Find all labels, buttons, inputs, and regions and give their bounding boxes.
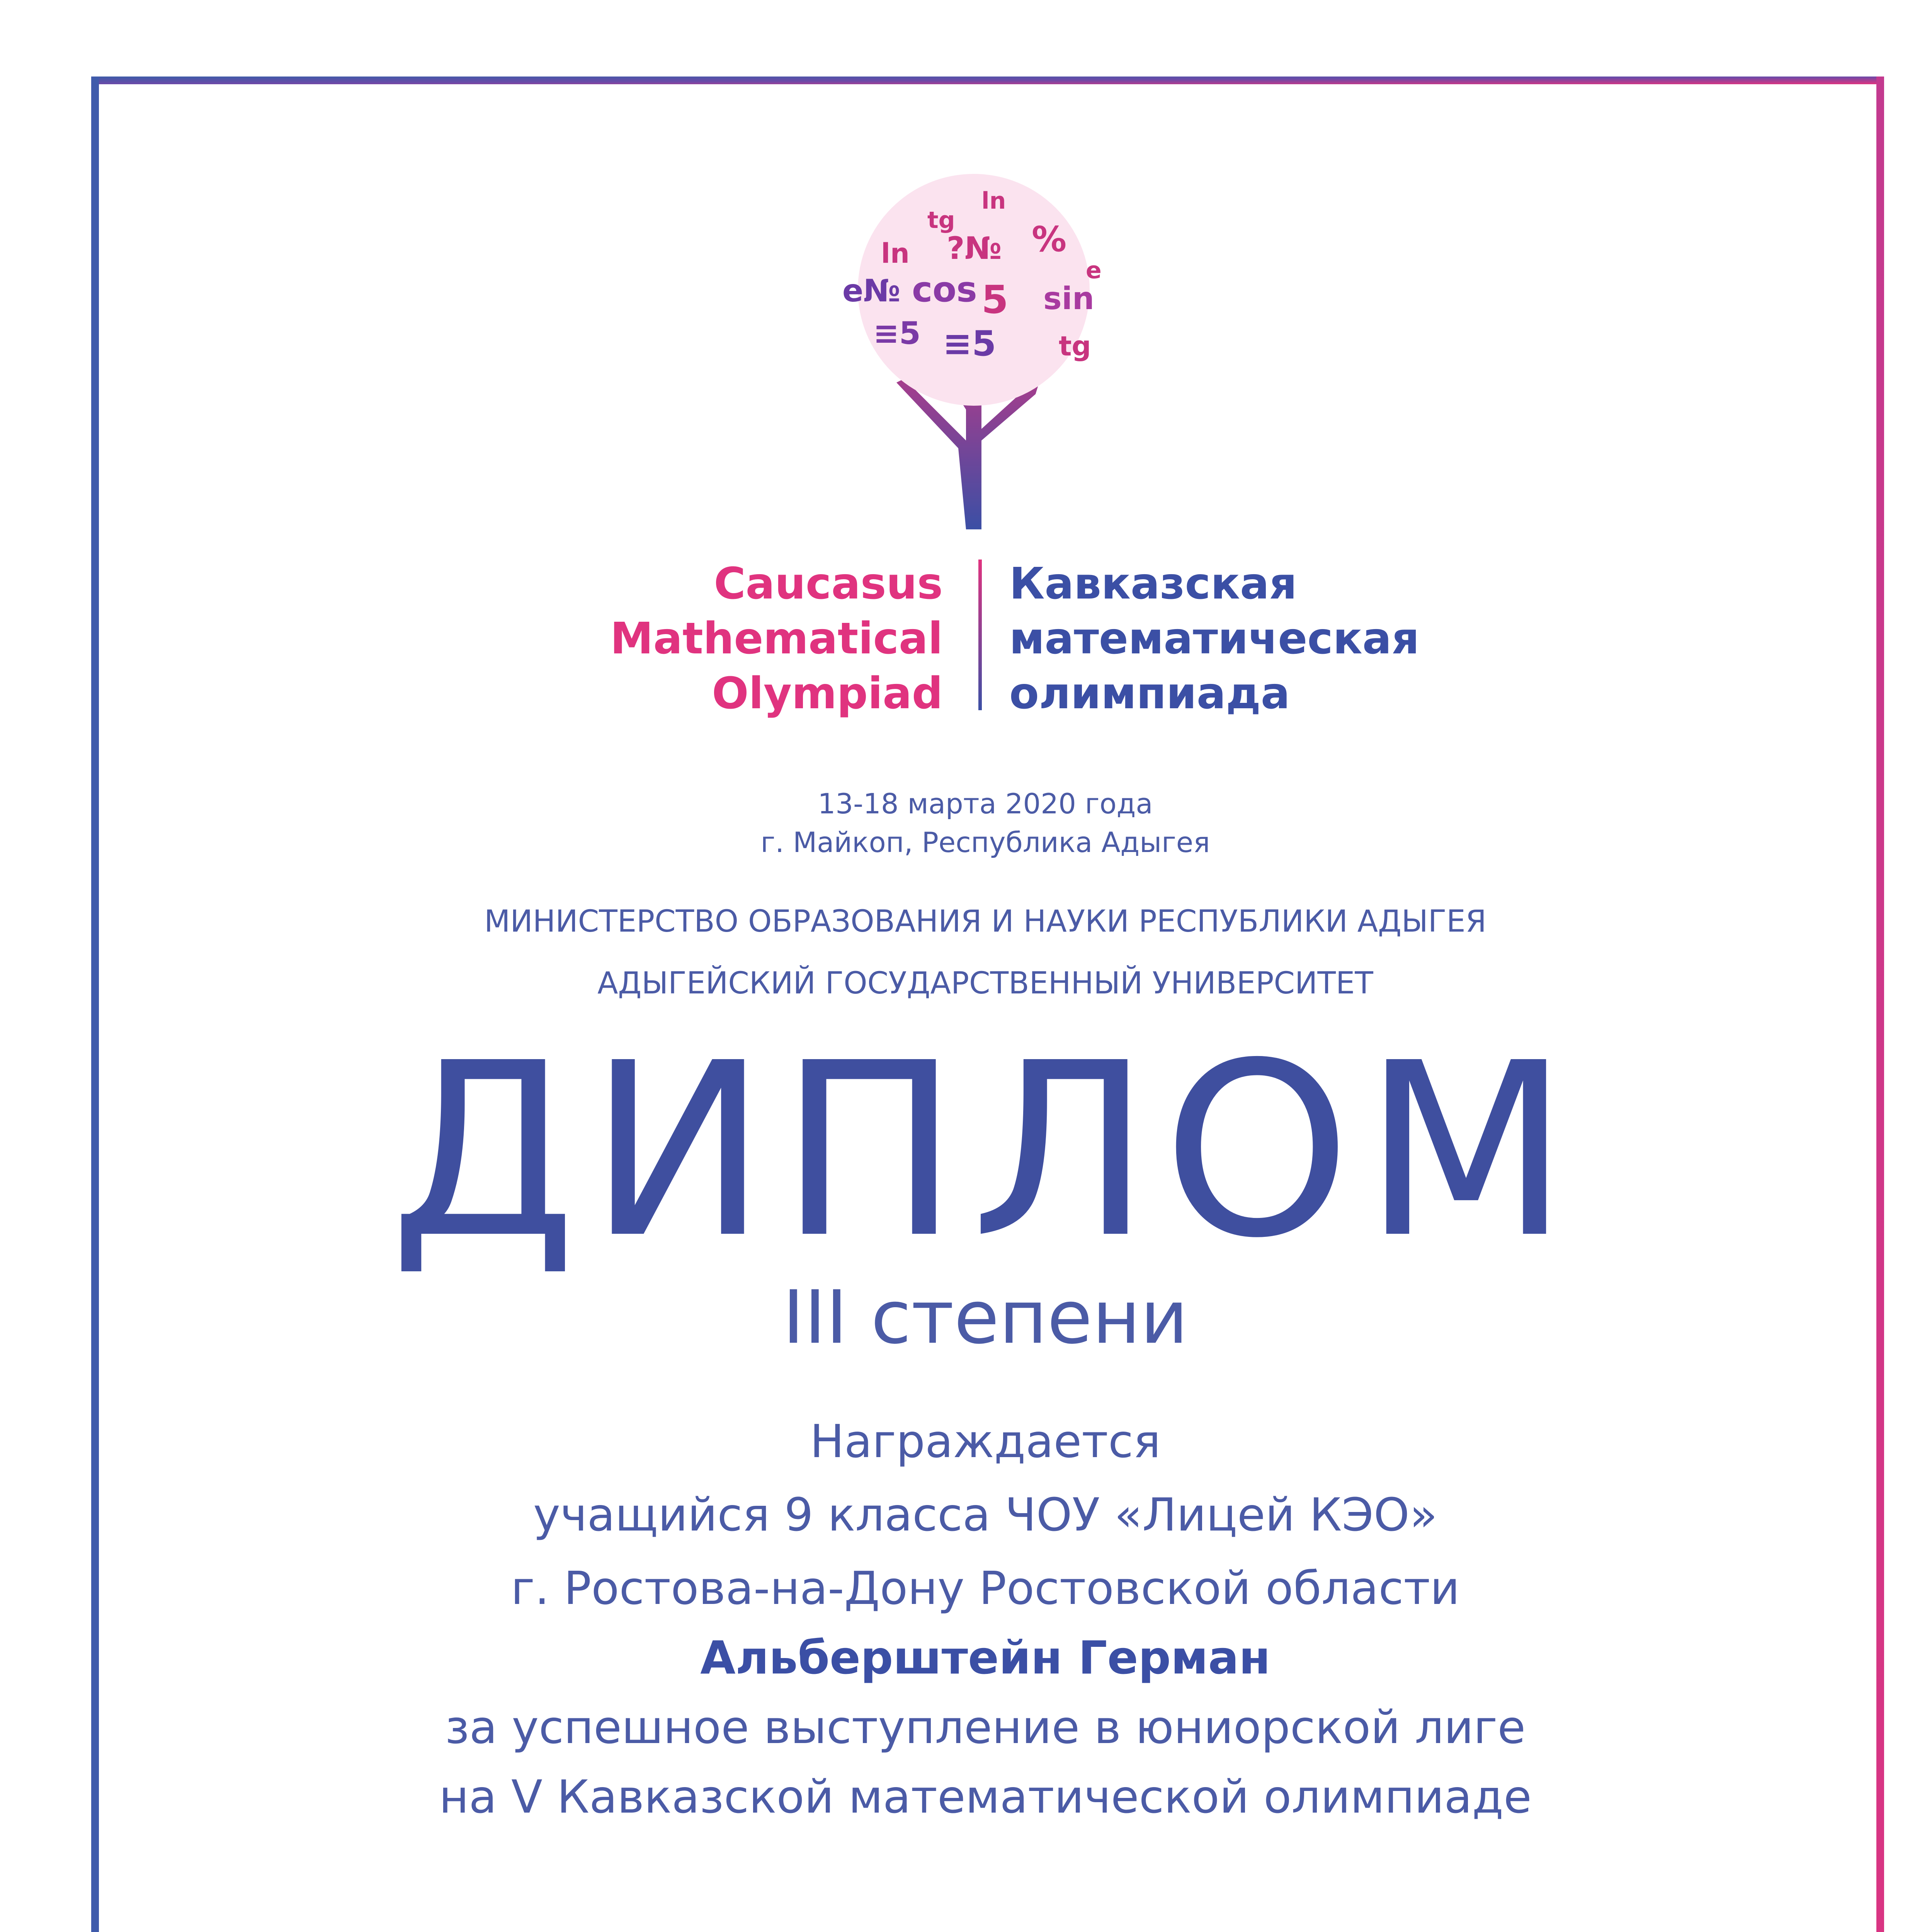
logo-name-ru: [1009, 556, 1512, 721]
svg-text:≡5: ≡5: [873, 315, 921, 351]
organizer-university: АДЫГЕЙСКИЙ ГОСУДАРСТВЕННЫЙ УНИВЕРСИТЕТ: [597, 966, 1373, 1001]
logo-ru-line3: олимпиада: [1009, 668, 1290, 719]
svg-text:tg: tg: [1059, 330, 1091, 362]
award-line-2: учащийся 9 класса ЧОУ «Лицей КЭО»: [533, 1488, 1438, 1541]
logo-name-en: [533, 556, 943, 721]
award-line-1: Награждается: [810, 1415, 1161, 1468]
logo-divider: [978, 560, 982, 710]
event-dates: 13-18 марта 2020 года: [818, 787, 1153, 820]
svg-text:5: 5: [981, 277, 1009, 322]
svg-text:%: %: [1032, 219, 1067, 260]
logo-en-line3: Olympiad: [712, 668, 943, 719]
svg-text:tg: tg: [927, 207, 955, 234]
svg-text:e: e: [1086, 257, 1102, 284]
logo-en-line2: Mathematical: [610, 614, 943, 664]
diploma-title: ДИПЛОМ: [389, 1012, 1581, 1291]
award-line-4: за успешное выступление в юниорской лиге: [445, 1701, 1526, 1754]
organizer-ministry: МИНИСТЕРСТВО ОБРАЗОВАНИЯ И НАУКИ РЕСПУБЛИКИ АДЫГЕЯ: [484, 904, 1486, 939]
svg-text:≡5: ≡5: [943, 323, 997, 364]
logo-ru-line1: Кавказская: [1009, 559, 1297, 609]
svg-text:ln: ln: [881, 238, 910, 269]
event-city: г. Майкоп, Республика Адыгея: [760, 826, 1210, 859]
recipient-name: Альберштейн Герман: [700, 1631, 1270, 1684]
logo-ru-line2: математическая: [1009, 614, 1420, 664]
logo-tree-icon: [765, 162, 1194, 533]
svg-text:sin: sin: [1043, 281, 1094, 316]
svg-text:e№: e№: [842, 273, 901, 309]
svg-text:?№: ?№: [947, 230, 1002, 266]
logo-en-line1: Caucasus: [714, 559, 943, 609]
award-line-3: г. Ростова-на-Дону Ростовской области: [511, 1561, 1460, 1615]
award-line-5: на V Кавказской математической олимпиаде: [439, 1770, 1532, 1823]
svg-text:cos: cos: [912, 269, 977, 310]
diploma-degree: III степени: [782, 1275, 1188, 1360]
svg-text:ln: ln: [981, 187, 1006, 214]
